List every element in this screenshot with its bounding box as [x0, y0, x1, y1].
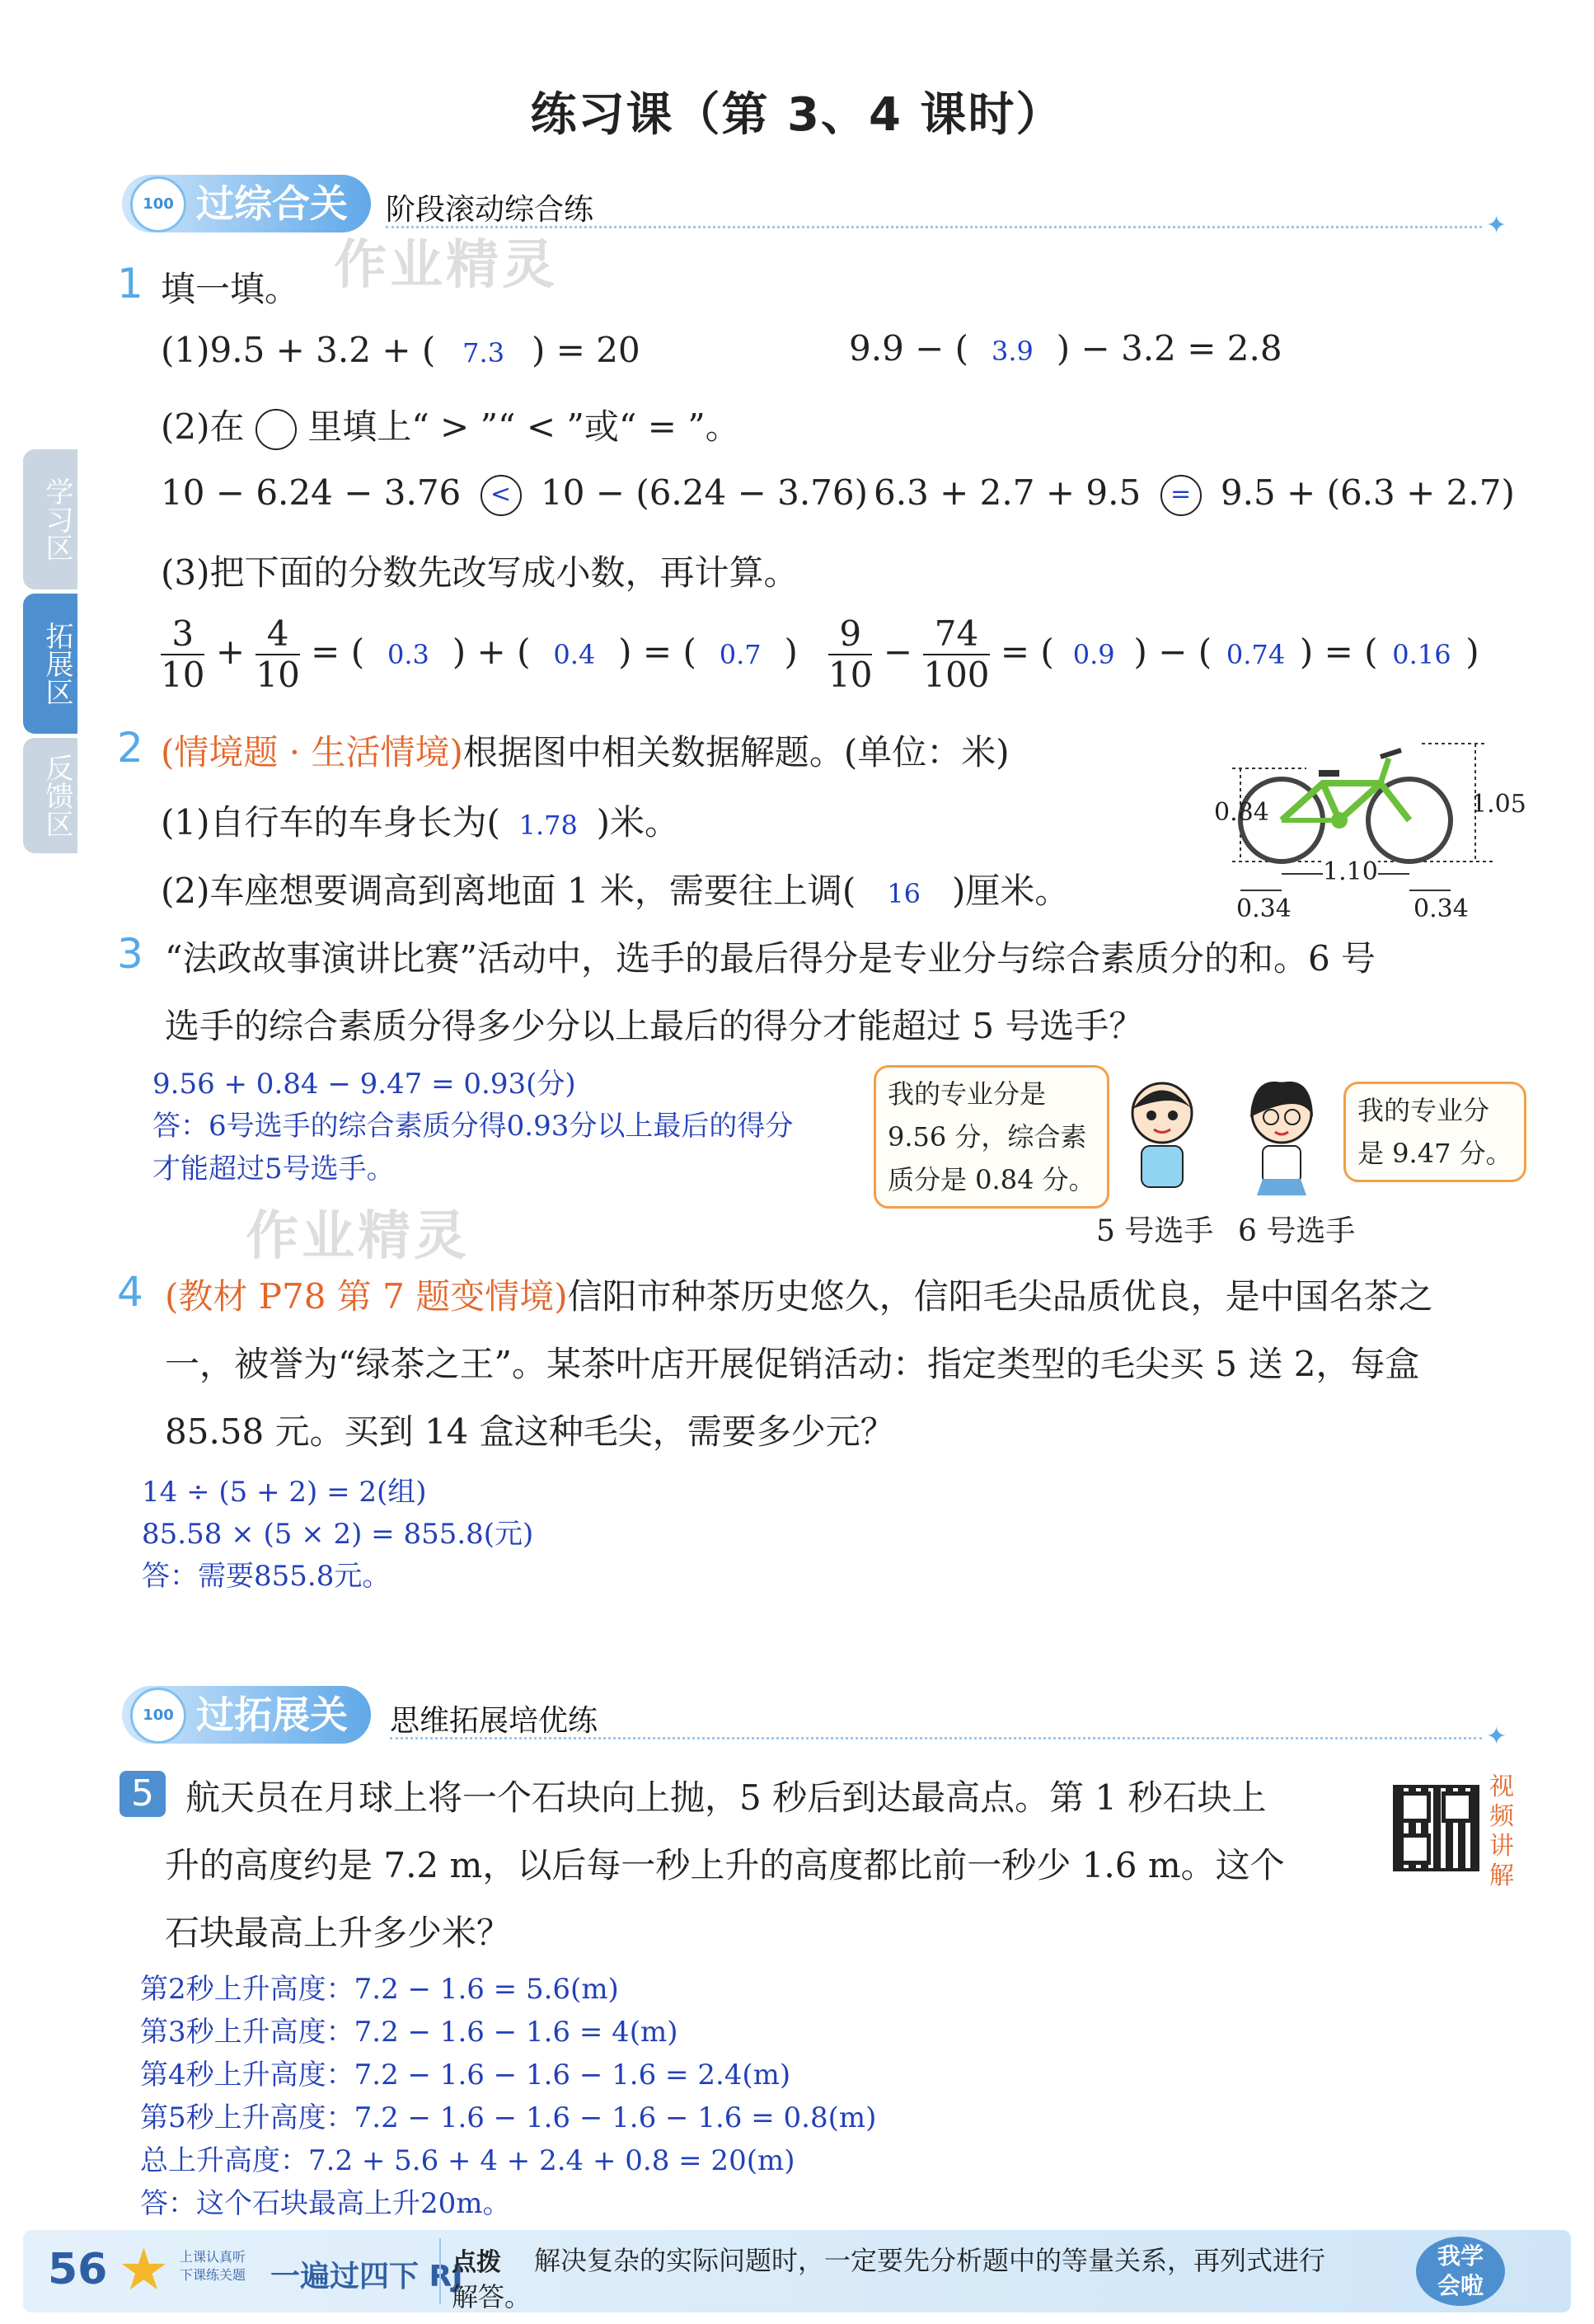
dim-wheelbase: 1.10 — [1323, 857, 1378, 886]
tip-text-line2: 解答。 — [452, 2281, 532, 2312]
question-tag: (情境题 · 生活情境) — [161, 732, 463, 772]
question-tag: (教材 P78 第 7 题变情境) — [165, 1276, 568, 1317]
q4-work-line: 14 ÷ (5 + 2) = 2(组) — [142, 1476, 427, 1509]
bicycle-diagram — [1216, 734, 1529, 932]
answer: 0.16 — [1392, 639, 1451, 670]
speech-bubble-player6: 我的专业分 是 9.47 分。 — [1343, 1082, 1526, 1182]
speech-bubble-player5: 我的专业分是 9.56 分，综合素 质分是 0.84 分。 — [874, 1065, 1109, 1209]
question-5-line2: 升的高度约是 7.2 m，以后每一秒上升的高度都比前一秒少 1.6 m。这个 — [165, 1845, 1285, 1885]
side-tab-feedback: 反馈区 — [23, 738, 77, 853]
book-title: 一遍过四下 RJ — [270, 2260, 463, 2293]
question-4-line2: 一，被誉为“绿茶之王”。某茶叶店开展促销活动：指定类型的毛尖买 5 送 2，每盒 — [165, 1344, 1420, 1384]
footer-slogan: 上课认真听 下课练关题 — [180, 2249, 246, 2283]
answer: 3.9 — [991, 336, 1034, 367]
answer: 16 — [887, 878, 921, 909]
q1-part1-left: (1)9.5 + 3.2 + ( 7.3 ) = 20 — [161, 330, 640, 370]
q1-fraction-right: $\frac{9}{10}$ − $\frac{74}{100}$ = ( 0.9 ) − ( 0.74 ) = ( 0.16 ) — [828, 613, 1479, 695]
question-1-title: 填一填。 — [161, 269, 300, 309]
q5-work-line: 总上升高度：7.2 + 5.6 + 4 + 2.4 + 0.8 = 20(m) — [140, 2144, 795, 2177]
video-explain-label[interactable]: 视 频 讲 解 — [1489, 1772, 1514, 1890]
q1-part2-instruction: (2)在 里填上“ > ”“ < ”或“ = ”。 — [161, 400, 740, 450]
brand-logo: 100 — [130, 1688, 186, 1744]
fraction: $\frac{9}{10}$ — [828, 613, 873, 695]
player6-label: 6 号选手 — [1238, 1214, 1356, 1248]
question-number-1: 1 — [117, 260, 143, 308]
q4-work-line: 85.58 × (5 × 2) = 855.8(元) — [142, 1518, 534, 1551]
question-4-line3: 85.58 元。买到 14 盒这种毛尖，需要多少元？ — [165, 1411, 895, 1452]
fraction: $\frac{4}{10}$ — [256, 613, 300, 695]
dim-bottom-left: 0.34 — [1236, 894, 1292, 923]
q3-work-line: 答：6号选手的综合素质分得0.93分以上最后的得分 — [152, 1110, 794, 1143]
q1-part2-left: 10 − 6.24 − 3.76 < 10 − (6.24 − 3.76) — [161, 472, 868, 516]
q1-part3-instruction: (3)把下面的分数先改写成小数，再计算。 — [161, 552, 799, 593]
player5-figure-icon — [1117, 1076, 1207, 1203]
dim-right-height: 1.05 — [1471, 790, 1526, 819]
star-icon: ✦ — [1486, 211, 1507, 240]
banner-label: 过拓展关 — [122, 1686, 371, 1744]
banner-subtitle: 阶段滚动综合练 — [386, 193, 594, 227]
q1-part1-right: 9.9 − ( 3.9 ) − 3.2 = 2.8 — [849, 328, 1282, 369]
question-5-line1: 航天员在月球上将一个石块向上抛，5 秒后到达最高点。第 1 秒石块上 — [185, 1777, 1267, 1818]
question-4-line1: (教材 P78 第 7 题变情境)信阳市种茶历史悠久，信阳毛尖品质优良，是中国名茶之 — [165, 1276, 1433, 1317]
dim-bottom-right: 0.34 — [1414, 894, 1469, 923]
qr-code-icon[interactable] — [1393, 1785, 1479, 1871]
answer: 0.74 — [1226, 639, 1286, 670]
question-3-line2: 选手的综合素质分得多少分以上最后的得分才能超过 5 号选手？ — [165, 1006, 1144, 1046]
question-2-text: (情境题 · 生活情境)根据图中相关数据解题。(单位：米) — [161, 732, 1010, 772]
q1-part2-right: 6.3 + 2.7 + 9.5 = 9.5 + (6.3 + 2.7) — [874, 472, 1515, 516]
section-banner-comprehensive — [122, 175, 1507, 240]
answer-circle: = — [1160, 475, 1202, 516]
player5-label: 5 号选手 — [1096, 1214, 1214, 1248]
watermark: 作业精灵 — [246, 1206, 470, 1267]
question-number-4: 4 — [117, 1268, 143, 1316]
side-tab-extend: 拓展区 — [23, 594, 77, 734]
question-number-2: 2 — [117, 724, 143, 772]
q5-work-line: 第2秒上升高度：7.2 − 1.6 = 5.6(m) — [140, 1973, 619, 2006]
answer: 0.9 — [1072, 639, 1115, 670]
question-5-line3: 石块最高上升多少米？ — [165, 1913, 512, 1953]
q2-part1: (1)自行车的车身长为( 1.78 )米。 — [161, 802, 679, 843]
q5-work-line: 第5秒上升高度：7.2 − 1.6 − 1.6 − 1.6 − 1.6 = 0.8(m) — [140, 2101, 877, 2134]
footer-divider — [439, 2238, 441, 2304]
q5-work-line: 答：这个石块最高上升20m。 — [140, 2187, 511, 2220]
banner-subtitle: 思维拓展培优练 — [390, 1704, 598, 1738]
answer: 1.78 — [518, 810, 578, 841]
q3-work-line: 才能超过5号选手。 — [152, 1153, 395, 1185]
answer: 7.3 — [462, 337, 505, 369]
answer: 0.4 — [553, 639, 596, 670]
fraction: $\frac{74}{100}$ — [923, 613, 990, 695]
q1-fraction-left: $\frac{3}{10}$ + $\frac{4}{10}$ = ( 0.3 ) + ( 0.4 ) = ( 0.7 ) — [161, 613, 798, 695]
q5-work-line: 第4秒上升高度：7.2 − 1.6 − 1.6 − 1.6 = 2.4(m) — [140, 2059, 791, 2092]
q3-work-line: 9.56 + 0.84 − 9.47 = 0.93(分) — [152, 1068, 576, 1101]
learned-badge: 我学 会啦 — [1416, 2237, 1505, 2306]
banner-label: 过综合关 — [122, 175, 371, 232]
q4-work-line: 答：需要855.8元。 — [142, 1560, 391, 1593]
side-tab-learn: 学习区 — [23, 449, 77, 589]
star-icon: ✦ — [1486, 1722, 1507, 1751]
blank-circle — [256, 409, 297, 450]
section-banner-extension — [122, 1686, 1507, 1751]
brand-logo: 100 — [130, 176, 186, 232]
q2-part2: (2)车座想要调高到离地面 1 米，需要往上调( 16 )厘米。 — [161, 871, 1070, 911]
answer: 0.3 — [387, 639, 429, 670]
answer-circle: < — [481, 475, 522, 516]
tip-text-line1: 解决复杂的实际问题时，一定要先分析题中的等量关系，再列式进行 — [534, 2245, 1326, 2276]
page-number: 56 — [48, 2245, 108, 2294]
watermark: 作业精灵 — [334, 235, 558, 296]
dim-left-height: 0.84 — [1214, 798, 1269, 827]
q5-work-line: 第3秒上升高度：7.2 − 1.6 − 1.6 = 4(m) — [140, 2016, 678, 2049]
question-3-line1: “法政故事演讲比赛”活动中，选手的最后得分是专业分与综合素质分的和。6 号 — [165, 938, 1376, 979]
banner-divider — [390, 1737, 1482, 1739]
player6-figure-icon — [1236, 1076, 1327, 1203]
question-number-3: 3 — [117, 930, 143, 978]
answer: 0.7 — [719, 639, 762, 670]
page-footer — [23, 2230, 1571, 2312]
question-number-5: 5 — [120, 1771, 166, 1817]
fraction: $\frac{3}{10}$ — [161, 613, 205, 695]
star-mascot-icon: ★ — [118, 2236, 170, 2303]
page-title: 练习课（第 3、4 课时） — [530, 88, 1064, 142]
tip-label: 点拨 — [452, 2248, 501, 2277]
